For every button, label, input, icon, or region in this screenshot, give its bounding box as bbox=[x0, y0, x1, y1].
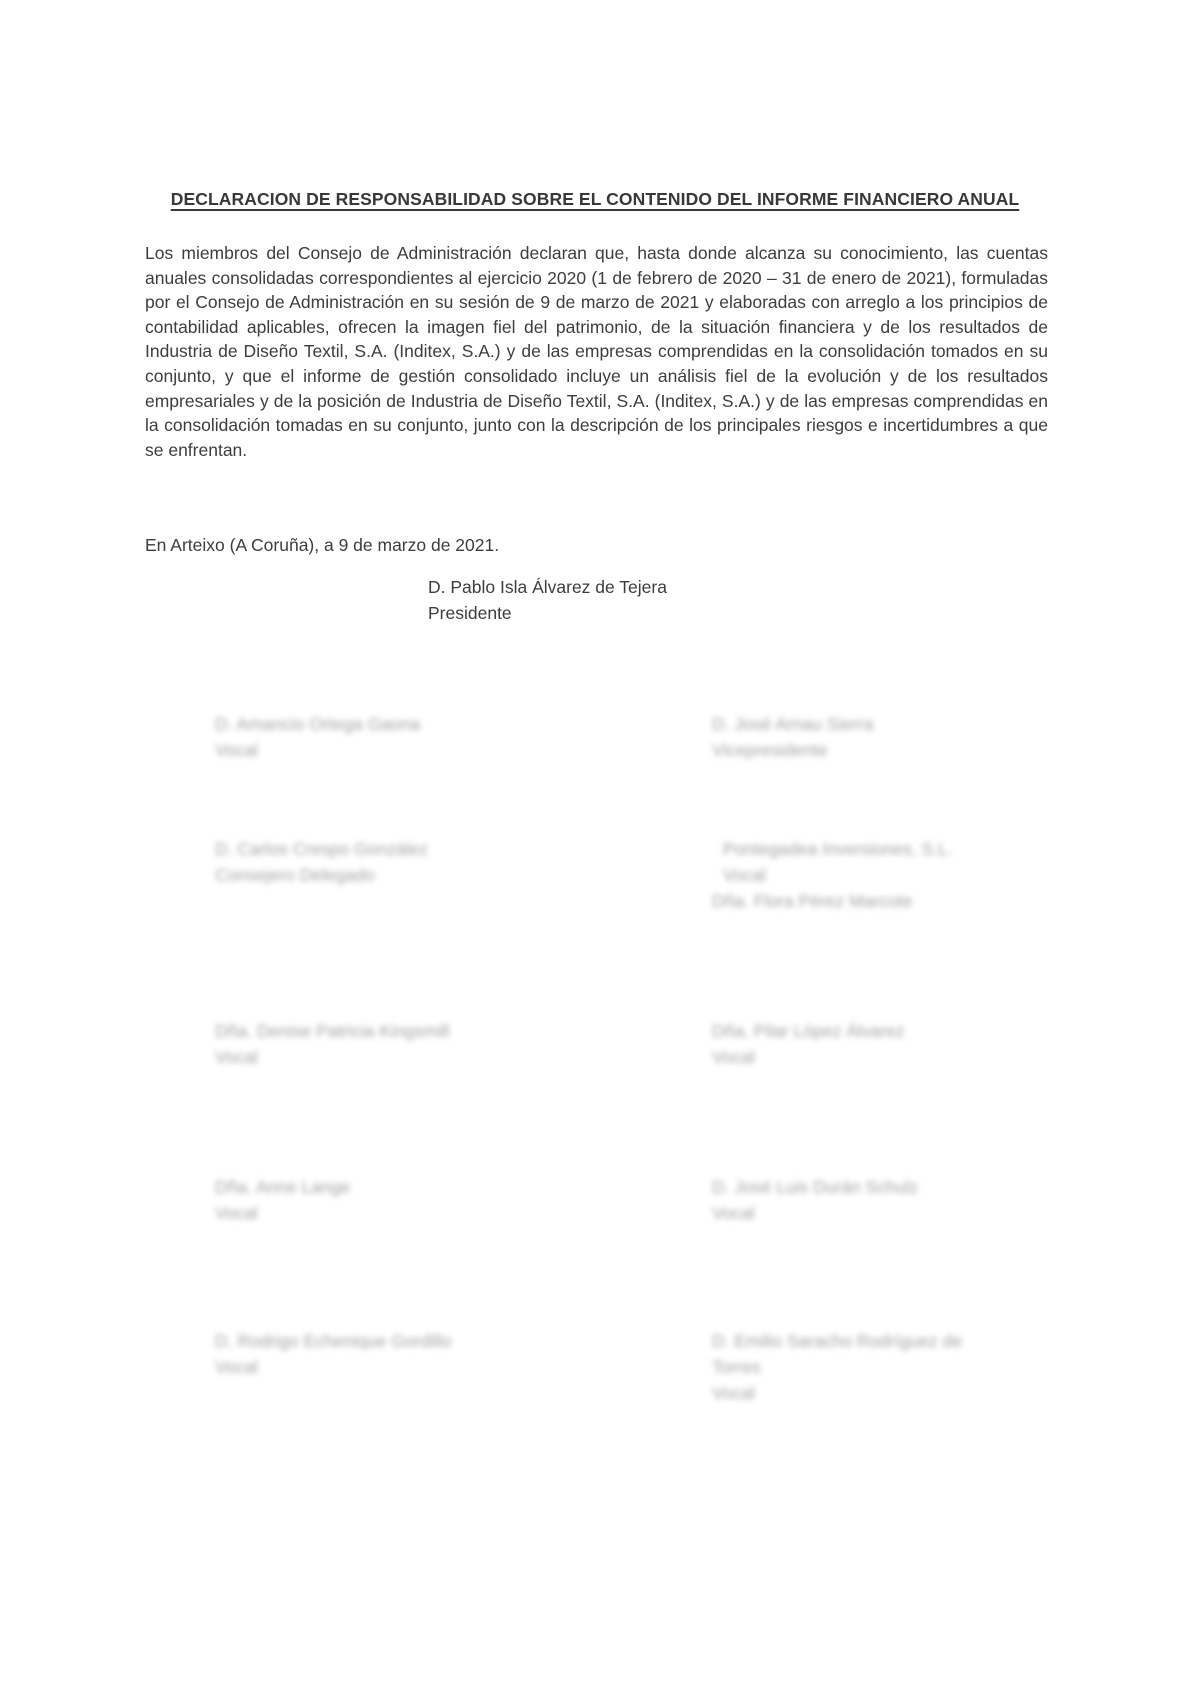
signature-name-line: Torres bbox=[712, 1356, 761, 1377]
president-name: D. Pablo Isla Álvarez de Tejera bbox=[428, 577, 667, 597]
document-title bbox=[0, 189, 1190, 210]
signature-row bbox=[0, 1019, 1190, 1129]
signature-name-line: D. Emilio Saracho Rodríguez de bbox=[712, 1331, 962, 1351]
signature-name-line: Dña. Pilar López Álvarez bbox=[712, 1021, 905, 1041]
president-role: Presidente bbox=[428, 602, 512, 623]
declaration-paragraph: Los miembros del Consejo de Administración declaran que, hasta donde alcanza su conocimiento, las cuentas anuales consolidadas correspondientes al ejercicio 2020 (1 de febrero de 2020 – 31 de enero de 2021), formuladas por el Consejo de Administración en su sesión de 9 de marzo de 2021 y elaboradas con arreglo a los principios de contabilidad aplicables, ofrecen la imagen fiel del patrimonio, de la situación financiera y de los resultados de Industria de Diseño Textil, S.A. (Inditex, S.A.) y de las empresas comprendidas en la consolidación tomados en su conjunto, y que el informe de gestión consolidado incluye un análisis fiel de la evolución y de los resultados empresariales y de la posición de Industria de Diseño Textil, S.A. (Inditex, S.A.) y de las empresas comprendidas en la consolidación tomadas en su conjunto, junto con la descripción de los principales riesgos e incertidumbres a que se enfrentan. bbox=[145, 243, 1048, 460]
signature-row bbox=[0, 712, 1190, 822]
signature-role-line: Vocal bbox=[712, 1382, 755, 1403]
signature-block bbox=[712, 1019, 1072, 1071]
signature-block bbox=[712, 712, 1072, 764]
signature-name-line: Pontegadea Inversiones, S.L. bbox=[723, 839, 953, 859]
signature-row bbox=[0, 1329, 1190, 1439]
place-date-line: En Arteixo (A Coruña), a 9 de marzo de 2021. bbox=[145, 535, 500, 555]
signature-role-line: Vocal bbox=[215, 1202, 258, 1223]
signature-role-line: Vocal bbox=[712, 1046, 755, 1067]
signature-role-line: Vocal bbox=[215, 1046, 258, 1067]
document-title-text: DECLARACION DE RESPONSABILIDAD SOBRE EL CONTENIDO DEL INFORME FINANCIERO ANUAL bbox=[170, 189, 1020, 209]
signature-name-line: Dña. Denise Patricia Kingsmill bbox=[215, 1021, 450, 1041]
signature-block bbox=[712, 837, 1072, 914]
signature-role-line: Vocal bbox=[215, 739, 258, 760]
signature-name-line: D. José Arnau Sierra bbox=[712, 714, 874, 734]
signature-row bbox=[0, 837, 1190, 947]
signature-role-line: Consejero Delegado bbox=[215, 864, 375, 885]
signature-block bbox=[215, 1019, 575, 1071]
signature-block bbox=[215, 1175, 575, 1227]
president-signature-block bbox=[428, 575, 667, 626]
signature-block bbox=[712, 1175, 1072, 1227]
signature-name-line: D. Amancio Ortega Gaona bbox=[215, 714, 421, 734]
signature-name-line: D. Rodrigo Echenique Gordillo bbox=[215, 1331, 452, 1351]
signature-block bbox=[215, 1329, 575, 1381]
signature-name-line: D. José Luis Durán Schulz bbox=[712, 1177, 919, 1197]
signature-block bbox=[712, 1329, 1072, 1406]
signature-representative-line: Dña. Flora Pérez Marcote bbox=[712, 890, 913, 911]
signature-role-line: Vocal bbox=[215, 1356, 258, 1377]
signature-name-line: Dña. Anne Lange bbox=[215, 1177, 351, 1197]
signature-role-line: Vocal bbox=[723, 864, 766, 885]
signature-row bbox=[0, 1175, 1190, 1285]
signature-role-line: Vocal bbox=[712, 1202, 755, 1223]
signature-name-line: D. Carlos Crespo González bbox=[215, 839, 428, 859]
signature-block bbox=[215, 712, 575, 764]
signature-role-line: Vicepresidente bbox=[712, 739, 828, 760]
signature-block bbox=[215, 837, 575, 889]
